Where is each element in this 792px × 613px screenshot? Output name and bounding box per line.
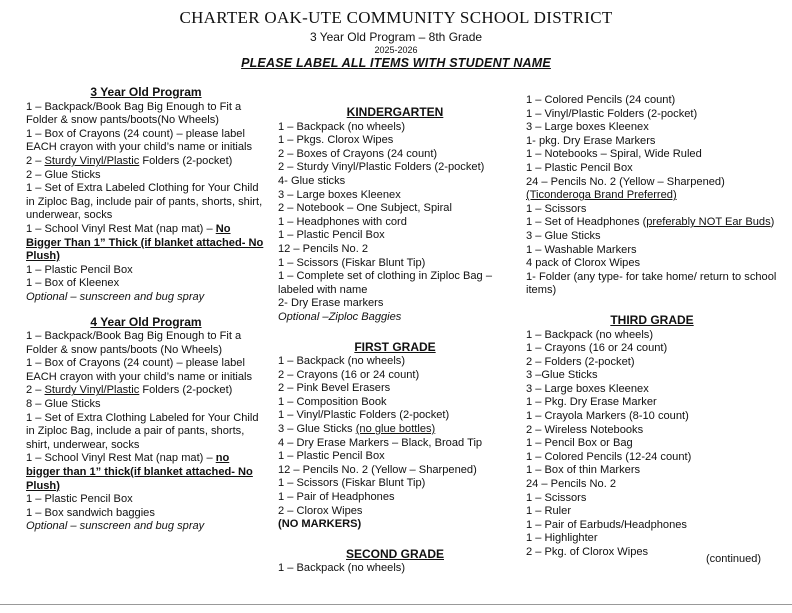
optional-note: Optional –Ziploc Baggies [278,310,402,323]
column-2-3 [526,94,778,560]
list-item: 1 – Box of Crayons (24 count) – please label EACH crayon with your child’s name or initials [26,127,253,154]
list-item: 1 – Ruler [526,505,572,518]
item-underlined: (no glue bottles) [355,423,436,436]
list-item: 2 – Glue Sticks [26,168,101,181]
item-prefix: 1 – School Vinyl Rest Mat (nap mat) – [26,222,216,235]
list-item: 1 – Pair of Earbuds/Headphones [526,518,687,531]
list-item: 1 – Backpack (no wheels) [278,355,406,368]
list-item: 1 – Box of Crayons (24 count) – please label EACH crayon with your child’s name or initials [26,357,253,383]
item-prefix: 2 – [26,384,45,397]
list-k-items [278,121,512,311]
item-suffix: Folders (2-pocket) [139,384,233,397]
list-4yr-items [26,330,266,384]
list-item: 3 –Glue Sticks [526,369,598,382]
list-item: 12 – Pencils No. 2 (Yellow – Sharpened) [278,463,477,476]
list-item: 1 – Backpack (no wheels) [278,120,406,133]
list-item: 1- Folder (any type- for take home/ return to school items) [526,270,777,297]
list-item [26,155,266,169]
section-title-4yr: 4 Year Old Program [90,314,202,329]
list-item: 1 – Plastic Pencil Box [526,161,633,174]
list-item: 1 – Scissors [526,491,587,504]
list-item: 2 – Folders (2-pocket) [526,355,635,368]
list-item: 24 – Pencils No. 2 [526,478,617,491]
list-item: 2 – Pkg. of Clorox Wipes [526,546,649,558]
list-item: 1 – Box sandwich baggies [26,506,155,519]
school-year: 2025-2026 [374,45,418,55]
item-bold-note: no bigger than 1” thick(if blanket attached- No Plush) [26,452,253,492]
program-range: 3 Year Old Program – 8th Grade [309,30,483,44]
list-g3-items [526,329,778,560]
list-item [278,423,512,437]
item-prefix: 1 – School Vinyl Rest Mat (nap mat) – [26,452,216,465]
list-4yr-items2 [26,398,266,452]
list-item: 1 – Vinyl/Plastic Folders (2-pocket) [526,107,698,120]
list-item: 3 – Glue Sticks [526,229,601,242]
list-item: 2 – Wireless Notebooks [526,423,644,436]
list-item: 2 – Crayons (16 or 24 count) [278,368,420,381]
list-item: 1 – Plastic Pencil Box [278,229,385,242]
section-title-kindergarten: KINDERGARTEN [346,105,444,119]
list-item [526,216,778,230]
list-item: 1 – Crayons (16 or 24 count) [526,342,668,355]
list-item: 1 – Box of Kleenex [26,277,120,290]
label-notice: PLEASE LABEL ALL ITEMS WITH STUDENT NAME [241,56,551,70]
list-item: 1 – Backpack (no wheels) [278,562,406,575]
section-title-third-grade: THIRD GRADE [610,312,694,327]
list-item: 2 – Sturdy Vinyl/Plastic Folders (2-pocket) [278,161,485,174]
section-title-first-grade: FIRST GRADE [354,339,436,354]
list-item: 1 – Washable Markers [526,243,637,256]
list-item: 2 – Notebook – One Subject, Spiral [278,202,452,215]
list-item: 1 – Plastic Pencil Box [26,493,133,506]
list-item: 4- Glue sticks [278,174,346,187]
item-prefix: 2 – [26,154,45,167]
item-underlined: Sturdy Vinyl/Plastic [44,154,140,167]
list-item: 1 – Backpack/Book Bag Big Enough to Fit a Folder & snow pants/boots (No Wheels) [26,330,242,356]
list-item: 2 – Boxes of Crayons (24 count) [278,147,438,160]
list-item: 1 – Composition Book [278,395,387,408]
section-title-second-grade: SECOND GRADE [345,546,444,561]
column-k-2 [278,104,512,576]
list-item [26,452,266,493]
list-item: 2- Dry Erase markers [278,297,384,310]
list-item [26,223,266,264]
list-item: 1 – Pair of Headphones [278,491,395,504]
list-g1-items2 [278,437,512,519]
item-suffix: Folders (2-pocket) [139,154,233,167]
list-item: 1 – Complete set of clothing in Ziploc Bag – labeled with name [278,270,492,296]
list-item: 1 – Scissors (Fiskar Blunt Tip) [278,477,426,490]
continued-note: (continued) [706,553,762,565]
list-item: 1 – Plastic Pencil Box [26,263,133,276]
item-underlined: preferably NOT Ear Buds [646,216,771,229]
list-item: 3 – Large boxes Kleenex [526,382,649,395]
list-item: 1 – Scissors [526,202,587,215]
optional-note: Optional – sunscreen and bug spray [26,520,205,533]
list-item: 1- pkg. Dry Erase Markers [526,134,656,147]
list-item: 8 – Glue Sticks [26,398,101,411]
list-g2-cont-items [526,94,778,189]
list-item: 1 – Backpack (no wheels) [526,328,654,341]
list-item: 4 pack of Clorox Wipes [526,257,641,270]
district-title: CHARTER OAK-UTE COMMUNITY SCHOOL DISTRICT [179,8,613,27]
list-item [26,384,266,398]
list-item: 2 – Clorox Wipes [278,504,363,517]
list-item: 1 – Vinyl/Plastic Folders (2-pocket) [278,409,450,422]
list-4yr-items3 [26,493,266,520]
list-item: 1 – Crayola Markers (8-10 count) [526,410,689,423]
list-g2-items [278,562,512,576]
list-item: 1 – Backpack/Book Bag Big Enough to Fit a Folder & snow pants/boots(No Wheels) [26,100,242,127]
list-3yr-items3 [26,264,266,291]
list-item: 2 – Pink Bevel Erasers [278,382,391,395]
list-item: 1 – Set of Extra Labeled Clothing for Your Child in Ziploc Bag, include pair of pants, shorts, shirt, underwear, socks [26,182,263,222]
list-item: 1 – Headphones with cord [278,215,407,228]
list-item: 4 – Dry Erase Markers – Black, Broad Tip [278,436,483,449]
list-item: 1 – Highlighter [526,532,598,545]
list-item: 12 – Pencils No. 2 [278,242,369,255]
item-suffix: ) [770,216,775,229]
list-item: 1 – Pkgs. Clorox Wipes [278,134,394,147]
list-item: 1 – Pkg. Dry Erase Marker [526,396,657,409]
item-prefix: 1 – Set of Headphones ( [526,216,647,229]
item-prefix: 3 – Glue Sticks [278,423,356,436]
item-bold-note: No Bigger Than 1” Thick (if blanket attached- No Plush) [26,222,264,263]
list-item: 3 – Large boxes Kleenex [278,188,401,201]
section-title-3yr: 3 Year Old Program [90,85,202,99]
list-item: 1 – Plastic Pencil Box [278,450,385,463]
list-item: 1 – Colored Pencils (24 count) [526,94,676,106]
column-preschool [26,84,266,534]
page-edge-divider [0,604,792,605]
list-g1-items [278,355,512,423]
list-item: 1 – Set of Extra Clothing Labeled for Your Child in Ziploc Bag, include a pair of pants, shorts, shirt, underwear, socks [26,411,259,451]
ticonderoga-note: (Ticonderoga Brand Preferred) [526,189,677,202]
list-3yr-items [26,101,266,155]
list-item: 1 – Notebooks – Spiral, Wide Ruled [526,148,702,161]
list-item: 1 – Colored Pencils (12-24 count) [526,450,692,463]
no-markers-note: (NO MARKERS) [278,518,362,531]
list-item: 1 – Pencil Box or Bag [526,437,633,450]
list-item: 24 – Pencils No. 2 (Yellow – Sharpened) [526,175,725,188]
list-item: 1 – Scissors (Fiskar Blunt Tip) [278,256,426,269]
document-header [0,6,792,70]
list-g2-cont-items2 [526,230,778,298]
optional-note: Optional – sunscreen and bug spray [26,290,205,303]
list-item: 1 – Box of thin Markers [526,464,641,477]
list-item: 3 – Large boxes Kleenex [526,121,649,134]
list-3yr-items2 [26,169,266,223]
item-underlined: Sturdy Vinyl/Plastic [44,384,140,397]
